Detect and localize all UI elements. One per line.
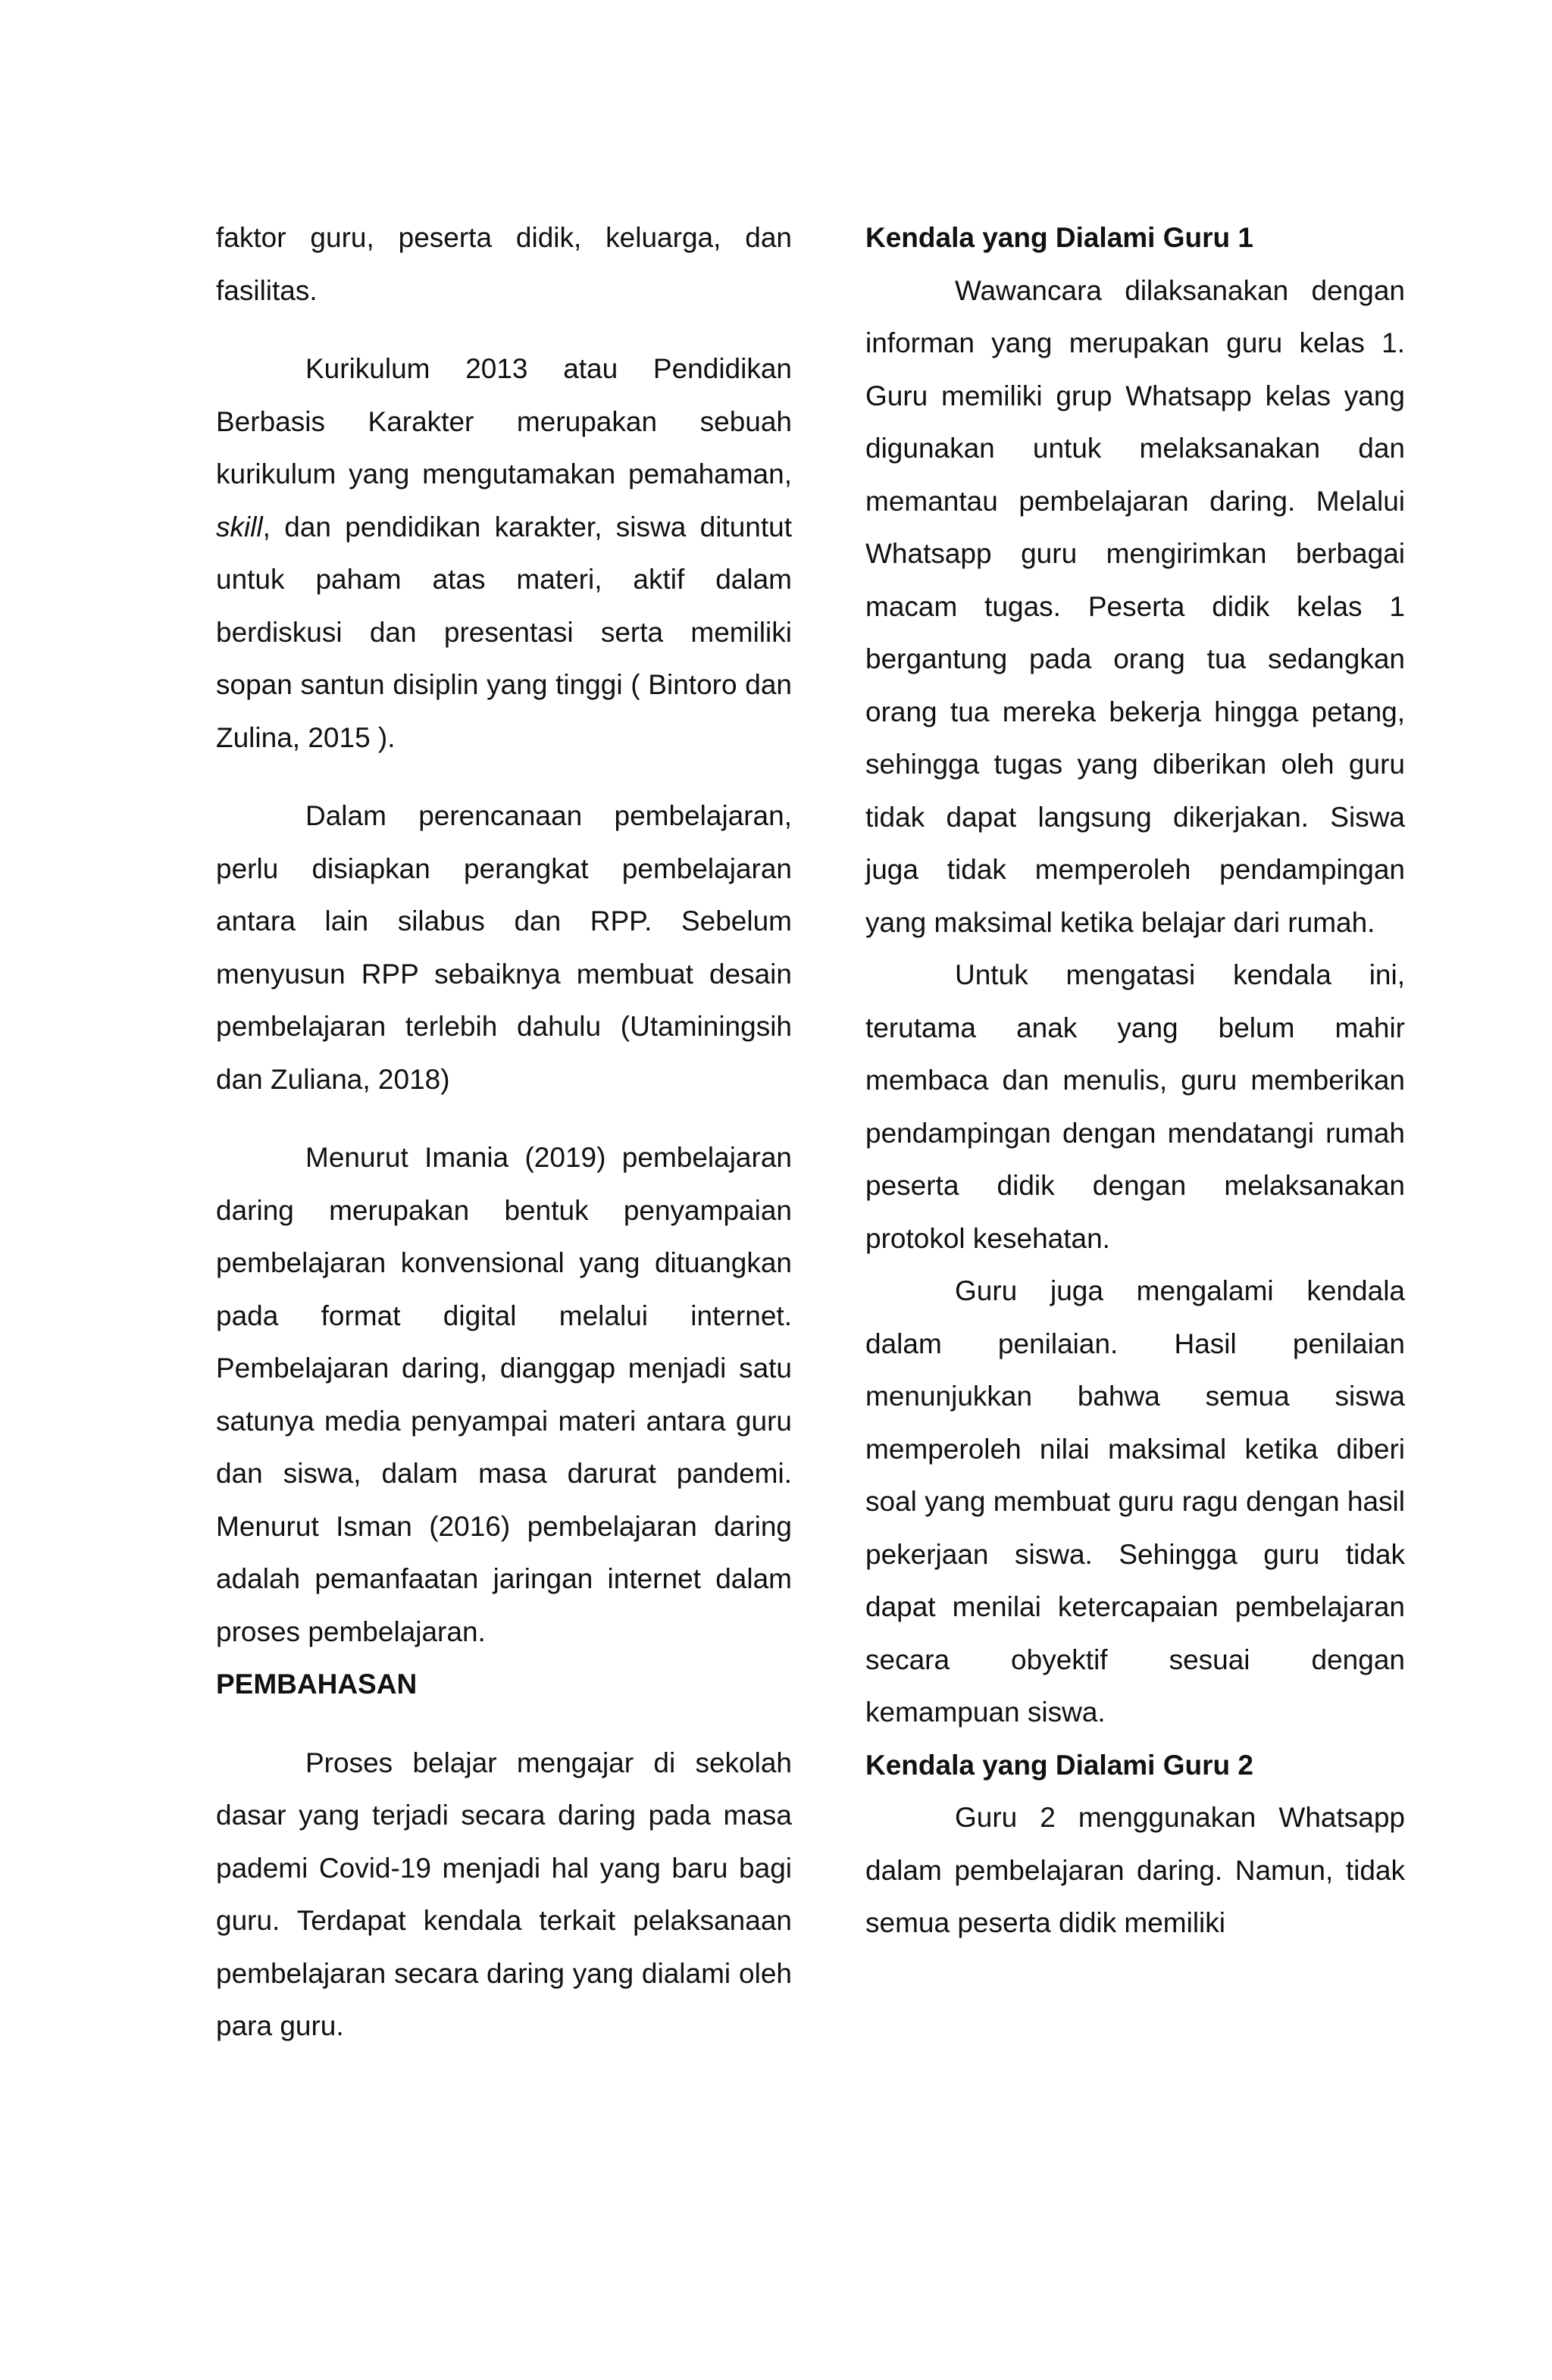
right-column — [865, 211, 1405, 1950]
italic-term: skill — [216, 511, 263, 543]
paragraph: Menurut Imania (2019) pembelajaran daring merupakan bentuk penyampaian pembelajaran konvensional yang dituangkan pada format digital melalui internet. Pembelajaran daring, dianggap menjadi satu satunya media penyampai materi antara guru dan siswa, dalam masa darurat pandemi. Menurut Isman (2016) pembelajaran daring adalah pemanfaatan jaringan internet dalam proses pembelajaran. — [216, 1142, 792, 1647]
paragraph-text: Kurikulum 2013 atau Pendidikan Berbasis Karakter merupakan sebuah kurikulum yang mengutamakan pemahaman, — [216, 353, 792, 489]
paragraph-kurikulum-2013 — [216, 342, 792, 764]
subsection-heading: Kendala yang Dialami Guru 1 — [865, 222, 1253, 253]
paragraph: faktor guru, peserta didik, keluarga, dan fasilitas. — [216, 222, 792, 306]
paragraph: Proses belajar mengajar di sekolah dasar yang terjadi secara daring pada masa pademi Covid-19 menjadi hal yang baru bagi guru. Terdapat kendala terkait pelaksanaan pembelajaran secara daring yang dialami oleh para guru. — [216, 1747, 792, 2041]
paragraph-text: , dan pendidikan karakter, siswa dituntut untuk paham atas materi, aktif dalam berdiskusi dan presentasi serta memiliki sopan santun disiplin yang tinggi ( Bintoro dan Zulina, 2015 ). — [216, 511, 792, 753]
paragraph: Guru juga mengalami kendala dalam penilaian. Hasil penilaian menunjukkan bahwa semua siswa memperoleh nilai maksimal ketika diberi soal yang membuat guru ragu dengan hasil pekerjaan siswa. Sehingga guru tidak dapat menilai ketercapaian pembelajaran secara obyektif sesuai dengan kemampuan siswa. — [865, 1275, 1405, 1728]
left-column — [216, 211, 792, 2053]
paragraph: Guru 2 menggunakan Whatsapp dalam pembelajaran daring. Namun, tidak semua peserta didik memiliki — [865, 1802, 1405, 1938]
subsection-heading: Kendala yang Dialami Guru 2 — [865, 1749, 1253, 1781]
section-heading: PEMBAHASAN — [216, 1669, 418, 1700]
paragraph: Dalam perencanaan pembelajaran, perlu disiapkan perangkat pembelajaran antara lain silabus dan RPP. Sebelum menyusun RPP sebaiknya membuat desain pembelajaran terlebih dahulu (Utaminingsih dan Zuliana, 2018) — [216, 800, 792, 1095]
paragraph: Wawancara dilaksanakan dengan informan yang merupakan guru kelas 1. Guru memiliki grup Whatsapp kelas yang digunakan untuk melaksanakan dan memantau pembelajaran daring. Melalui Whatsapp guru mengirimkan berbagai macam tugas. Peserta didik kelas 1 bergantung pada orang tua sedangkan orang tua mereka bekerja hingga petang, sehingga tugas yang diberikan oleh guru tidak dapat langsung dikerjakan. Siswa juga tidak memperoleh pendampingan yang maksimal ketika belajar dari rumah. — [865, 274, 1405, 938]
paragraph: Untuk mengatasi kendala ini, terutama anak yang belum mahir membaca dan menulis, guru memberikan pendampingan dengan mendatangi rumah peserta didik dengan melaksanakan protokol kesehatan. — [865, 959, 1405, 1254]
